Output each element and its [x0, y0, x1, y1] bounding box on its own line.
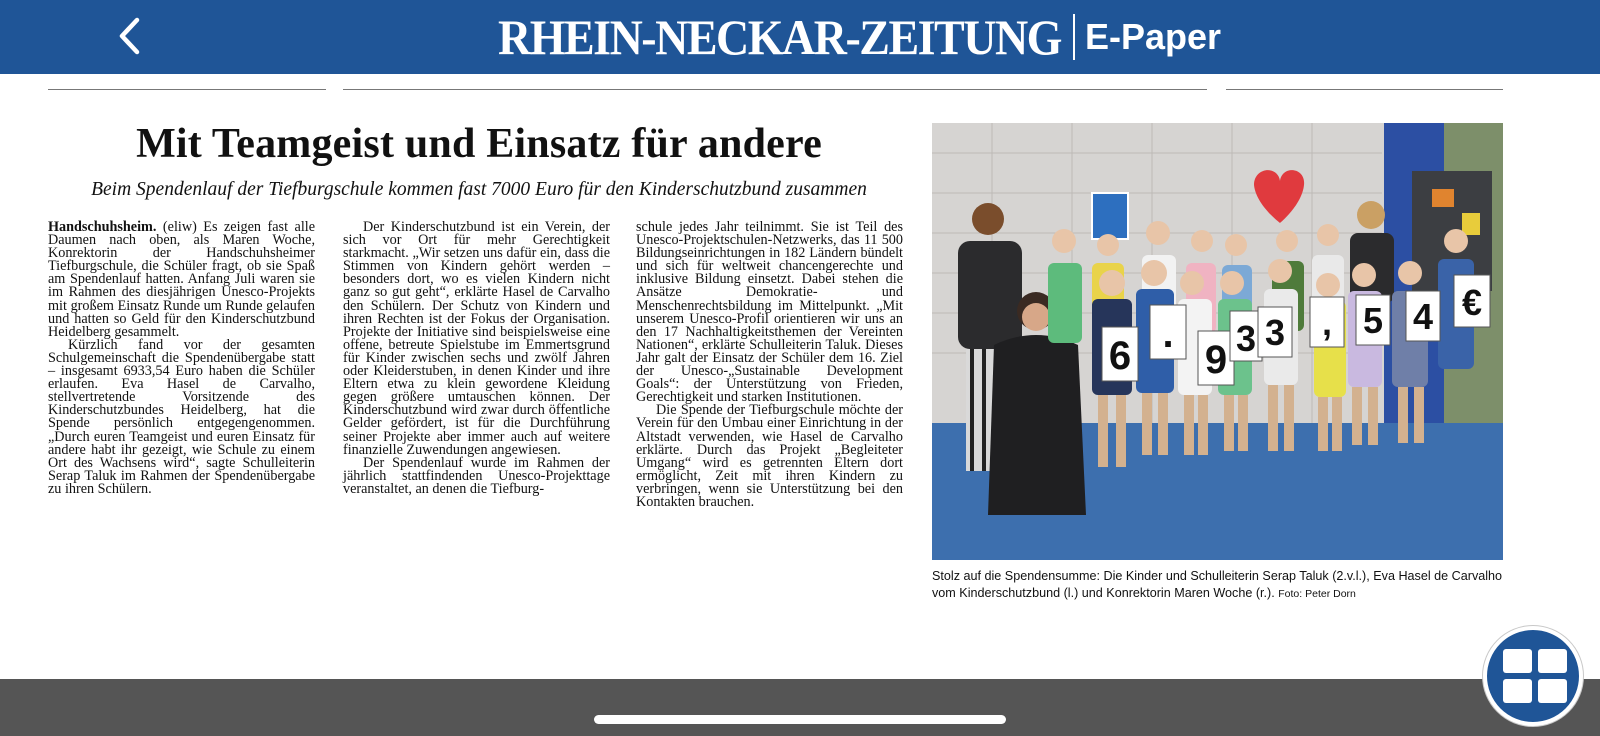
paragraph: schule jedes Jahr teilnimmt. Sie ist Teil des Unesco-Projektschulen-Netzwerks, das 11 500 Bildungseinrichtungen in 182 Ländern bündelt und sich für weltweit chancengerechte und inklusive Bildung einsetzt. Dabei stehen die Ansätze Demokratie- und Menschenrechtsbildung im Mittelpunkt. „Mit unserem Unesco-Profil orientieren wir uns an den 17 Nachhaltigkeitsthemen der Vereinten Nationen“, erklärte Schulleiterin Taluk. Dieses Jahr galt der Einsatz der Schüler dem 16. Ziel der Unesco-„Sustainable Development Goals“: der Unterstützung von Frieden, Gerechtigkeit und starken Institutionen.	[636, 219, 903, 406]
sign-char: €	[1461, 282, 1483, 323]
paragraph: Kürzlich fand vor der gesamten Schulgemeinschaft die Spendenübergabe statt – insgesamt 6933,54 Euro haben die Schüler erlaufen. Eva Hasel de Carvalho, stellvertretende Vorsitzende des Kinderschutzbundes Heidelberg, hat die Spende persönlich entgegengenommen. „Durch euren Teamgeist und euren Einsatz für andere habt ihr gezeigt, wie Schule zu einem Ort des Wachsens wird“, sagte Schulleiterin Serap Taluk im Rahmen der Spendenübergabe zu ihren Schülern.	[48, 336, 315, 497]
sign-char: 3	[1264, 312, 1286, 353]
article-column-1	[48, 221, 315, 496]
sign-char: ,	[1321, 302, 1333, 343]
article-column-2	[343, 221, 610, 496]
group-photo-illustration	[932, 123, 1503, 560]
sign-char: 3	[1235, 318, 1257, 359]
article-column-3	[636, 221, 903, 509]
article-subheadline: Beim Spendenlauf der Tiefburgschule kommen fast 7000 Euro für den Kinderschutzbund zusammen	[91, 179, 867, 200]
sign-char: 9	[1204, 338, 1228, 382]
home-indicator[interactable]	[594, 715, 1006, 724]
paragraph-text: (eliw) Es zeigen fast alle Daumen nach oben, als Maren Woche, Konrektorin der Handschuhsheimer Tiefburgschule, die Schüler fragt, ob sie Spaß am Spendenlauf hatten. Anfang Juli waren sie im Rahmen des diesjährigen Unesco-Projekts mit großem Einsatz Runde um Runde gelaufen und hatten so Geld für den Kinderschutzbund Heidelberg gesammelt.	[48, 219, 315, 340]
brand-name: RHEIN-NECKAR-ZEITUNG	[498, 9, 1061, 65]
brand-divider	[1073, 14, 1075, 60]
column-rule-right	[1226, 89, 1503, 90]
paragraph: Die Spende der Tiefburgschule möchte der Verein für den Umbau einer Einrichtung in der Altstadt verwenden, wie Hasel de Carvalho erklärte. Durch das Projekt „Begleiteter Umgang“ wird es getrennten Eltern dort ermöglicht, Zeit mit ihren Kindern zu verbringen, wenn sie Unterstützung bei den Kontakten brauchen.	[636, 402, 903, 510]
sign-char: .	[1162, 312, 1174, 356]
brand-logo	[498, 6, 1221, 68]
paragraph: Der Spendenlauf wurde im Rahmen der jährlich stattfindenden Unesco-Projekttage veranstaltet, an denen die Tiefburg-	[343, 454, 610, 497]
paragraph	[48, 221, 315, 339]
article-photo[interactable]	[932, 123, 1503, 560]
paragraph: Der Kinderschutzbund ist ein Verein, der sich vor Ort für mehr Gerechtigkeit starkmacht. „Wir setzen uns dafür ein, dass die Stimmen von Kindern gehört werden – besonders dort, wo es vielen Kindern nicht ganz so gut geht“, erklärte Hasel de Carvalho den Schülern. Der Schutz von Kindern und ihren Rechten ist der Fokus der Organisation. Projekte der Initiative sind beispielsweise eine offene, betreute Spielstube im Emmertsgrund für Kinder zwischen sechs und zwölf Jahren oder Kleiderstuben, in denen Kinder und ihre Eltern etwa zu klein gewordene Kleidung gegen größere umtauschen können. Der Kinderschutzbund wird zwar durch öffentliche Gelder gefördert, ist für die Durchführung seiner Projekte aber immer auch auf weitere finanzielle Zuwendungen angewiesen.	[343, 219, 610, 458]
sign-char: 5	[1362, 300, 1384, 341]
caption-text: Stolz auf die Spendensumme: Die Kinder und Schulleiterin Serap Taluk (2.v.l.), Eva Hasel de Carvalho vom Kinderschutzbund (l.) und Konrektorin Maren Woche (r.).	[932, 569, 1503, 600]
photo-caption	[932, 568, 1503, 603]
brand-subtitle: E-Paper	[1084, 16, 1222, 57]
back-button[interactable]	[110, 14, 154, 58]
sign-char: 4	[1412, 296, 1434, 337]
bottom-toolbar	[0, 679, 1600, 736]
dateline: Handschuhsheim.	[48, 219, 157, 235]
article-headline: Mit Teamgeist und Einsatz für andere	[136, 121, 822, 167]
sign-char: 6	[1108, 334, 1132, 378]
column-rule-middle	[343, 89, 1207, 90]
chevron-left-icon	[110, 14, 154, 58]
top-bar	[0, 0, 1600, 74]
page-overview-button[interactable]	[1483, 626, 1583, 726]
photo-credit: Foto: Peter Dorn	[1278, 588, 1356, 600]
column-rule-left	[48, 89, 326, 90]
